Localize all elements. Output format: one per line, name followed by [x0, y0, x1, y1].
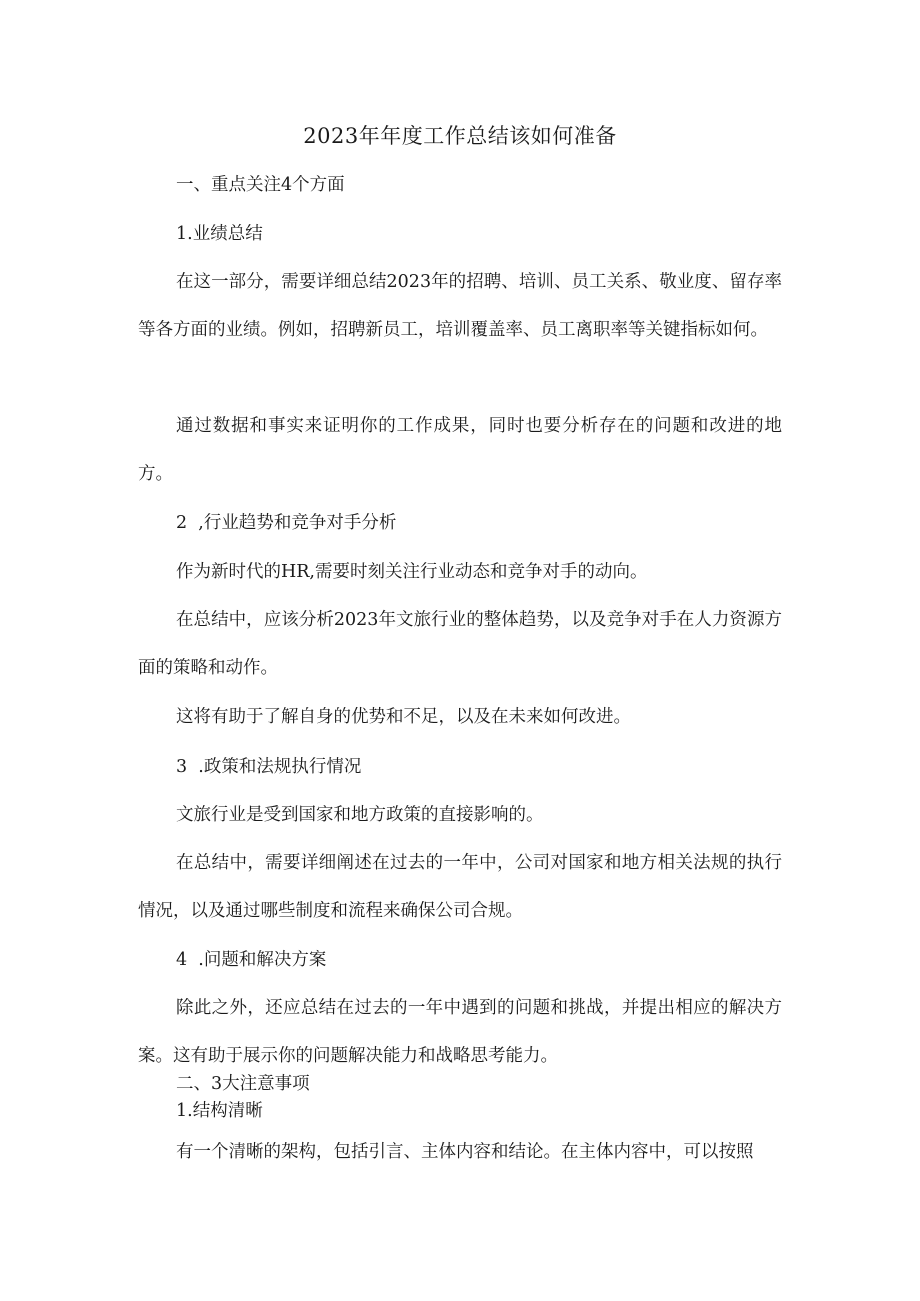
section-heading-1: 一、重点关注4个方面: [176, 175, 345, 195]
paragraph-3-1: 文旅行业是受到国家和地方政策的直接影响的。: [176, 805, 544, 825]
item-heading-3: 3 .政策和法规执行情况: [176, 757, 362, 777]
item-heading-4: 4 .问题和解决方案: [176, 950, 327, 970]
section-heading-2: 二、3大注意事项: [176, 1074, 310, 1094]
document-title: 2023年年度工作总结该如何准备: [303, 124, 617, 148]
paragraph-1-2: 通过数据和事实来证明你的工作成果，同时也要分析存在的问题和改进的地方。: [138, 416, 782, 484]
s2-item-heading-1: 1.结构清晰: [176, 1101, 263, 1121]
paragraph-3-2: 在总结中，需要详细阐述在过去的一年中，公司对国家和地方相关法规的执行情况，以及通过哪些制度和流程来确保公司合规。: [138, 853, 782, 921]
paragraph-2-1: 作为新时代的HR,需要时刻关注行业动态和竞争对手的动向。: [176, 562, 648, 582]
item-heading-2: 2 ,行业趋势和竞争对手分析: [176, 513, 397, 533]
paragraph-2-3: 这将有助于了解自身的优势和不足，以及在未来如何改进。: [176, 707, 631, 727]
item-heading-1: 1.业绩总结: [176, 224, 263, 244]
paragraph-2-2: 在总结中，应该分析2023年文旅行业的整体趋势，以及竞争对手在人力资源方面的策略和动作。: [138, 610, 782, 678]
paragraph-1-1: 在这一部分，需要详细总结2023年的招聘、培训、员工关系、敬业度、留存率等各方面的业绩。例如，招聘新员工，培训覆盖率、员工离职率等关键指标如何。: [138, 272, 782, 340]
s2-paragraph-1-1: 有一个清晰的架构，包括引言、主体内容和结论。在主体内容中，可以按照: [176, 1142, 754, 1162]
paragraph-4-1: 除此之外，还应总结在过去的一年中遇到的问题和挑战，并提出相应的解决方案。这有助于展示你的问题解决能力和战略思考能力。: [138, 998, 782, 1066]
